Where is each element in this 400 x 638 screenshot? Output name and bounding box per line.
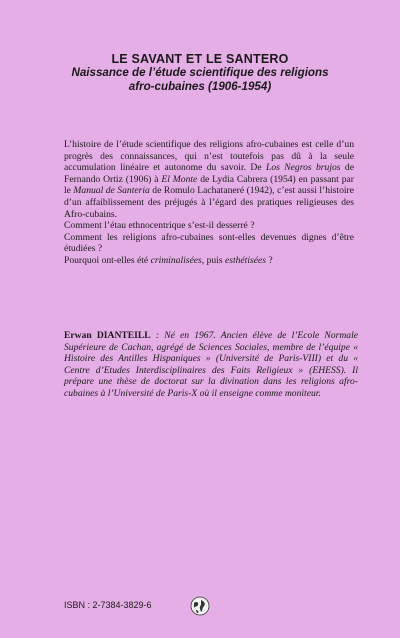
author-name: Erwan DIANTEILL xyxy=(64,330,151,341)
question-text-part: Pourquoi ont-elles été xyxy=(64,254,151,266)
subtitle-line-1: Naissance de l’étude scientifique des religions xyxy=(71,66,329,79)
summary-text xyxy=(64,139,354,267)
question-1: Comment l’étau ethnocentrique s’est-il desserré ? xyxy=(64,220,255,232)
emphasis-criminalisees: criminalisées xyxy=(150,254,202,266)
question-text-part: ? xyxy=(266,254,273,266)
globe-logo-icon xyxy=(190,596,210,616)
subtitle-line-2: afro-cubaines (1906-1954) xyxy=(128,80,272,93)
book-title-los-negros-brujos: Los Negros brujos xyxy=(266,162,341,174)
isbn: ISBN : 2-7384-3829-6 xyxy=(64,600,152,610)
emphasis-esthetisees: esthétisées xyxy=(224,254,266,266)
book-title: LE SAVANT ET LE SANTERO xyxy=(111,52,289,66)
book-subtitle xyxy=(30,66,370,94)
question-2: Comment les religions afro-cubaines sont-elles devenues dignes d’être étudiées ? xyxy=(64,231,354,255)
question-text-part: , puis xyxy=(201,254,225,266)
summary-text-part: de Fernando Ortiz (1906) à xyxy=(64,162,354,185)
summary-text-part: de Romulo Lachataneré (1942), c’est aussi l’histoire d’un affaiblissement des préjugés à l’égard des pratiques religieuses des Afro-cubains. xyxy=(64,185,354,220)
book-title-manual-de-santeria: Manual de Santeria xyxy=(73,185,150,197)
question-3 xyxy=(64,255,354,267)
summary-paragraph xyxy=(64,139,354,220)
book-title-el-monte: El Monte xyxy=(161,173,198,185)
author-bio xyxy=(64,330,358,400)
summary-text-part: L’histoire de l’étude scientifique des religions afro-cubaines est celle d’un progrès des connaissances, qui n’est toutefois pas dû à la seule accumulation linéaire et autonome du savoir. De xyxy=(64,139,354,174)
summary-text-part: de Lydia Cabrera (1954) en passant par le xyxy=(64,173,354,197)
author-bio-text: : Né en 1967. Ancien élève de l’Ecole Normale Supérieure de Cachan, agrégé de Sciences Sociales, membre de l’équipe « Histoire des Antilles Hispaniques » (Université de Paris-VIII) et du « Centre d’Etudes Interdisciplinaires des Faits Religieux » (EHESS). Il prépare une thèse de doctorat sur la divination dans les religions afro-cubaines à l’Université de Paris-X où il enseigne comme moniteur. xyxy=(64,330,358,399)
